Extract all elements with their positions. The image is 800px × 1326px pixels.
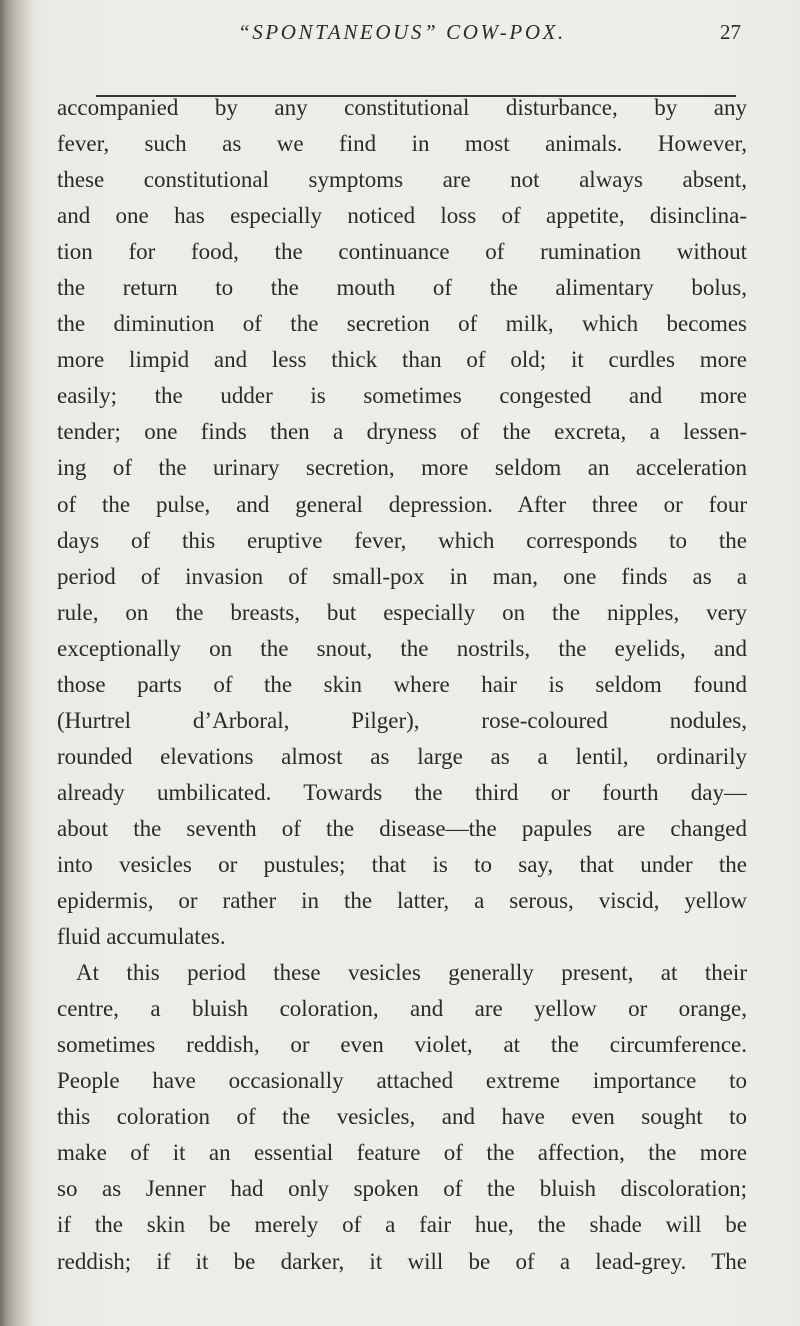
text-line: those parts of the skin where hair is seldom found [57,671,747,697]
running-head-title: “SPONTANEOUS” COW-POX. [238,20,566,44]
text-line: period of invasion of small-pox in man, one finds as a [57,563,747,589]
text-line: the diminution of the secretion of milk, which becomes [57,311,747,337]
text-line: more limpid and less thick than of old; it curdles more [57,347,747,373]
text-line: so as Jenner had only spoken of the bluish discoloration; [57,1176,747,1202]
text-line: of the pulse, and general depression. After three or four [57,491,747,517]
text-line: if the skin be merely of a fair hue, the shade will be [57,1212,747,1238]
text-line: centre, a bluish coloration, and are yellow or orange, [57,996,747,1022]
text-line: fever, such as we find in most animals. However, [57,131,747,157]
text-line: about the seventh of the disease—the papules are changed [57,815,747,841]
text-line: reddish; if it be darker, it will be of a lead-grey. The [57,1248,747,1274]
running-head [0,20,800,60]
text-line: exceptionally on the snout, the nostrils, the eyelids, and [57,635,747,661]
text-line-paragraph-end: fluid accumulates. [57,924,226,950]
text-line: make of it an essential feature of the affection, the more [57,1140,747,1166]
text-line: rounded elevations almost as large as a lentil, ordinarily [57,743,747,769]
page-gutter-shadow [0,0,34,1326]
page-number: 27 [720,20,741,44]
text-line: the return to the mouth of the alimentary bolus, [57,275,747,301]
text-line: already umbilicated. Towards the third or fourth day— [57,779,747,805]
text-line: sometimes reddish, or even violet, at the circumference. [57,1032,747,1058]
text-line-paragraph-start: At this period these vesicles generally present, at their [76,960,747,986]
text-line: these constitutional symptoms are not always absent, [57,167,747,193]
text-line: into vesicles or pustules; that is to say, that under the [57,851,747,877]
text-line: epidermis, or rather in the latter, a serous, viscid, yellow [57,888,747,914]
text-line: ing of the urinary secretion, more seldom an acceleration [57,455,747,481]
text-line: this coloration of the vesicles, and have even sought to [57,1104,747,1130]
text-line: rule, on the breasts, but especially on the nipples, very [57,599,747,625]
text-line: tion for food, the continuance of rumination without [57,239,747,265]
text-line: (Hurtrel d’Arboral, Pilger), rose-coloured nodules, [57,707,747,733]
text-line: tender; one finds then a dryness of the excreta, a lessen- [57,419,747,445]
text-line: days of this eruptive fever, which corresponds to the [57,527,747,553]
text-line: accompanied by any constitutional disturbance, by any [57,95,747,120]
text-line: easily; the udder is sometimes congested and more [57,383,747,409]
text-line: People have occasionally attached extreme importance to [57,1068,747,1094]
text-line: and one has especially noticed loss of appetite, disinclina- [57,203,747,229]
body-text [57,90,747,1280]
